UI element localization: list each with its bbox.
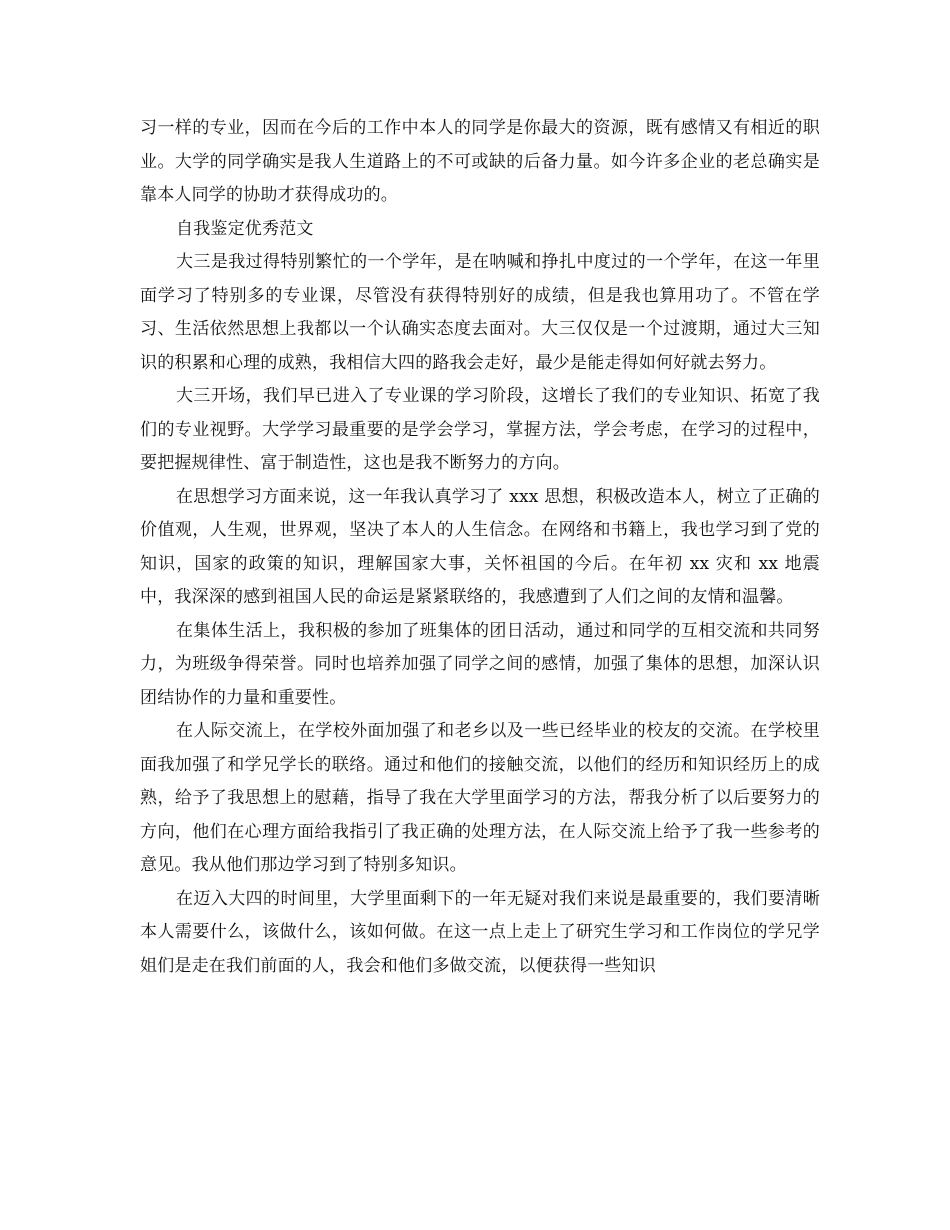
paragraph: 在集体生活上，我积极的参加了班集体的团日活动，通过和同学的互相交流和共同努力，为班级争得荣誉。同时也培养加强了同学之间的感情，加强了集体的思想，加深认识团结协作的力量和重要性。 xyxy=(140,620,820,708)
paragraph: 在迈入大四的时间里，大学里面剩下的一年无疑对我们来说是最重要的，我们要清晰本人需要什么，该做什么，该如何做。在这一点上走上了研究生学习和工作岗位的学兄学姐们是走在我们前面的人，我会和他们多做交流，以便获得一些知识 xyxy=(140,888,820,976)
paragraph: 在人际交流上，在学校外面加强了和老乡以及一些已经毕业的校友的交流。在学校里面我加强了和学兄学长的联络。通过和他们的接触交流，以他们的经历和知识经历上的成熟，给予了我思想上的慰藉，指导了我在大学里面学习的方法，帮我分析了以后要努力的方向，他们在心理方面给我指引了我正确的处理方法，在人际交流上给予了我一些参考的意见。我从他们那边学习到了特别多知识。 xyxy=(140,721,820,875)
paragraph: 大三开场，我们早已进入了专业课的学习阶段，这增长了我们的专业知识、拓宽了我们的专业视野。大学学习最重要的是学会学习，掌握方法，学会考虑，在学习的过程中，要把握规律性、富于制造性，这也是我不断努力的方向。 xyxy=(140,386,820,473)
document-body xyxy=(140,112,820,983)
paragraph: 大三是我过得特别繁忙的一个学年，是在呐喊和挣扎中度过的一个学年，在这一年里面学习了特别多的专业课，尽管没有获得特别好的成绩，但是我也算用功了。不管在学习、生活依然思想上我都以一个认确实态度去面对。大三仅仅是一个过渡期，通过大三知识的积累和心理的成熟，我相信大四的路我会走好，最少是能走得如何好就去努力。 xyxy=(140,252,820,373)
paragraph-continuation: 习一样的专业，因而在今后的工作中本人的同学是你最大的资源，既有感情又有相近的职业。大学的同学确实是我人生道路上的不可或缺的后备力量。如今许多企业的老总确实是靠本人同学的协助才获得成功的。 xyxy=(140,118,820,205)
section-heading: 自我鉴定优秀范文 xyxy=(176,218,314,239)
paragraph: 在思想学习方面来说，这一年我认真学习了 xxx 思想，积极改造本人，树立了正确的价值观，人生观，世界观，坚决了本人的人生信念。在网络和书籍上，我也学习到了党的知识，国家的政策的知识，理解国家大事，关怀祖国的今后。在年初 xx 灾和 xx 地震中，我深深的感到祖国人民的命运是紧紧联络的，我感遭到了人们之间的友情和温馨。 xyxy=(140,486,820,607)
